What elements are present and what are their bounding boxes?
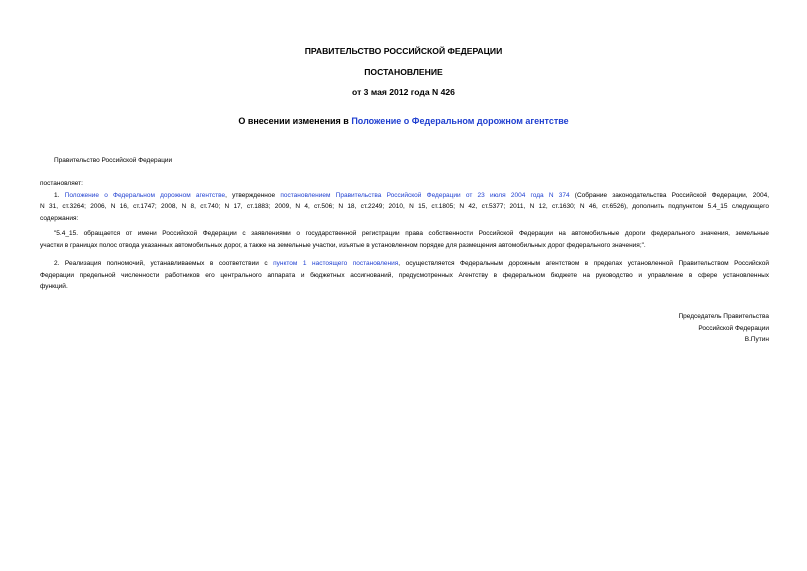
decrees-line: постановляет: (40, 180, 83, 187)
title-link-regulation[interactable]: Положение о Федеральном дорожном агентстве (351, 116, 569, 126)
government-line: Правительство Российской Федерации (54, 157, 173, 164)
paragraph-2-block (40, 258, 769, 293)
quote-block (40, 228, 769, 251)
paragraph-2-line-3: функций. (40, 283, 68, 290)
government-heading: ПРАВИТЕЛЬСТВО РОССИЙСКОЙ ФЕДЕРАЦИИ (304, 46, 503, 56)
paragraph-1-block (40, 178, 769, 224)
title-prefix: О внесении изменения в (238, 116, 352, 126)
quote-line-1: "5.4_15. обращается от имени Российской Федерации с заявлениями о государственной регистрации права собственности Российской Федерации на автомобильные дороги федерального значения, земельные (54, 230, 769, 237)
quote-line-2: участки в границах полос отвода указанных автомобильных дорог, а также на земельные участки, изъятые в установленном порядке для размещения автомобильных дорог федерального значения;". (40, 241, 646, 249)
signature-block (678, 311, 769, 346)
paragraph-2-text-2: , осуществляется Федеральным дорожным агентством в пределах установленной Правительством Российской (398, 260, 769, 267)
paragraph-2-line-1 (40, 258, 769, 270)
document-type: ПОСТАНОВЛЕНИЕ (364, 67, 443, 77)
document-title (0, 116, 807, 126)
government-line-block (40, 155, 769, 167)
link-resolution-374[interactable]: постановлением Правительства Российской Федерации от 23 июля 2004 года N 374 (280, 191, 570, 199)
paragraph-2-line-2: Федерации предельной численности работников его центрального аппарата и бюджетных ассигнований, предусмотренных Агентству в федеральном бюджете на руководство и управление в сфере установленных (40, 271, 769, 279)
document-date-number: от 3 мая 2012 года N 426 (352, 87, 455, 97)
paragraph-1-text-1: , утвержденное (225, 191, 281, 199)
paragraph-1-line-2: N 31, ст.3264; 2006, N 16, ст.1747; 2008, N 8, ст.740; N 17, ст.1883; 2009, N 4, ст.506; N 18, ст.2249; 2010, N 15, ст.1805; N 42, ст.5377; 2011, N 12, ст.1630; N 46, ст.6526), дополнить подпунктом 5.4_15 следующего (40, 203, 769, 210)
paragraph-2-text-1: 2. Реализация полномочий, устанавливаемых в соответствии с (54, 260, 274, 267)
signature-position: Председатель Правительства (678, 313, 769, 320)
paragraph-1-line-1 (40, 190, 769, 202)
link-regulation[interactable]: Положение о Федеральном дорожном агентстве (64, 191, 226, 199)
paragraph-1-text-2: (Собрание законодательства Российской Федерации, 2004, (569, 191, 770, 199)
signature-name: В.Путин (744, 336, 769, 343)
link-point-1[interactable]: пунктом 1 настоящего постановления (273, 260, 399, 267)
signature-country: Российской Федерации (698, 324, 769, 332)
paragraph-1-line-3: содержания: (40, 214, 79, 222)
paragraph-1-number: 1. (54, 191, 65, 199)
